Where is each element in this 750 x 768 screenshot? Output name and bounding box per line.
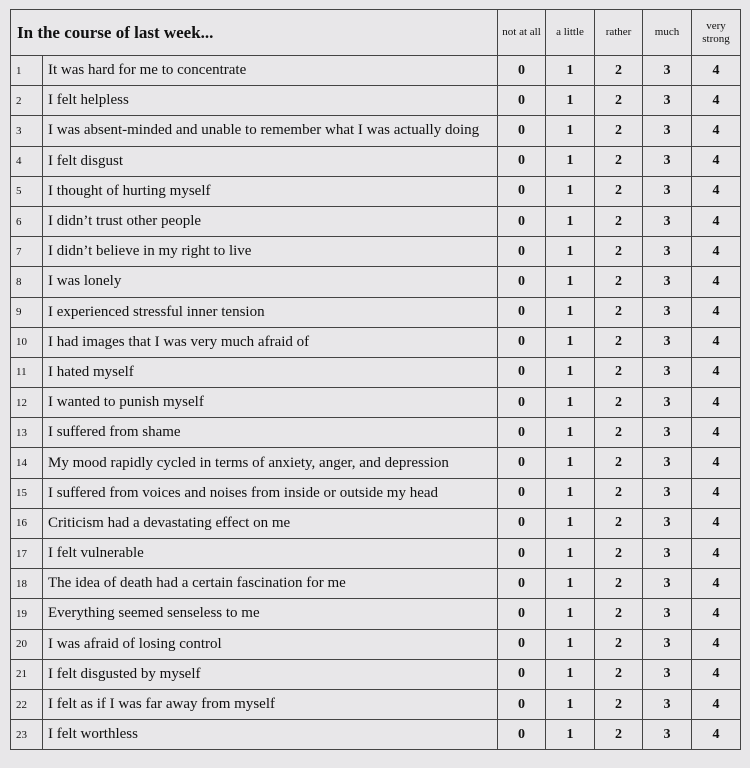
score-option-0[interactable]: 0 <box>498 357 546 387</box>
item-number: 13 <box>11 418 43 448</box>
item-text: I didn’t trust other people <box>43 206 498 236</box>
score-option-4[interactable]: 4 <box>692 508 741 538</box>
score-option-0[interactable]: 0 <box>498 508 546 538</box>
item-text: I felt vulnerable <box>43 539 498 569</box>
table-row <box>11 237 741 267</box>
table-row <box>11 357 741 387</box>
item-number: 2 <box>11 86 43 116</box>
score-option-4[interactable]: 4 <box>692 629 741 659</box>
item-text: I had images that I was very much afraid of <box>43 327 498 357</box>
item-text: I was lonely <box>43 267 498 297</box>
table-row <box>11 116 741 146</box>
item-text: I hated myself <box>43 357 498 387</box>
item-text: I was absent-minded and unable to remember what I was actually doing <box>43 116 498 146</box>
score-option-1[interactable]: 1 <box>546 327 595 357</box>
score-option-3[interactable]: 3 <box>643 720 692 750</box>
score-option-3[interactable]: 3 <box>643 599 692 629</box>
item-number: 9 <box>11 297 43 327</box>
score-option-0[interactable]: 0 <box>498 720 546 750</box>
score-option-2[interactable]: 2 <box>595 327 643 357</box>
table-row <box>11 206 741 236</box>
score-option-1[interactable]: 1 <box>546 599 595 629</box>
score-option-0[interactable]: 0 <box>498 569 546 599</box>
table-row <box>11 297 741 327</box>
score-option-2[interactable]: 2 <box>595 116 643 146</box>
table-row <box>11 86 741 116</box>
score-option-3[interactable]: 3 <box>643 539 692 569</box>
item-number: 20 <box>11 629 43 659</box>
score-option-2[interactable]: 2 <box>595 297 643 327</box>
score-option-3[interactable]: 3 <box>643 478 692 508</box>
score-option-4[interactable]: 4 <box>692 448 741 478</box>
score-option-0[interactable]: 0 <box>498 689 546 719</box>
score-option-1[interactable]: 1 <box>546 539 595 569</box>
scale-header-4: very strong <box>692 10 741 56</box>
score-option-4[interactable]: 4 <box>692 388 741 418</box>
item-number: 22 <box>11 689 43 719</box>
score-option-2[interactable]: 2 <box>595 478 643 508</box>
item-text: I felt disgusted by myself <box>43 659 498 689</box>
item-number: 21 <box>11 659 43 689</box>
score-option-2[interactable]: 2 <box>595 629 643 659</box>
score-option-0[interactable]: 0 <box>498 629 546 659</box>
score-option-0[interactable]: 0 <box>498 176 546 206</box>
scale-header-1: a little <box>546 10 595 56</box>
score-option-2[interactable]: 2 <box>595 237 643 267</box>
score-option-1[interactable]: 1 <box>546 116 595 146</box>
score-option-2[interactable]: 2 <box>595 86 643 116</box>
scale-header-3: much <box>643 10 692 56</box>
item-text: Everything seemed senseless to me <box>43 599 498 629</box>
score-option-2[interactable]: 2 <box>595 176 643 206</box>
score-option-4[interactable]: 4 <box>692 206 741 236</box>
item-number: 8 <box>11 267 43 297</box>
item-text: It was hard for me to concentrate <box>43 56 498 86</box>
score-option-0[interactable]: 0 <box>498 297 546 327</box>
score-option-4[interactable]: 4 <box>692 659 741 689</box>
score-option-1[interactable]: 1 <box>546 418 595 448</box>
item-text: I experienced stressful inner tension <box>43 297 498 327</box>
score-option-2[interactable]: 2 <box>595 508 643 538</box>
score-option-3[interactable]: 3 <box>643 357 692 387</box>
score-option-2[interactable]: 2 <box>595 388 643 418</box>
score-option-0[interactable]: 0 <box>498 327 546 357</box>
item-text: I suffered from voices and noises from inside or outside my head <box>43 478 498 508</box>
item-number: 11 <box>11 357 43 387</box>
score-option-0[interactable]: 0 <box>498 478 546 508</box>
score-option-1[interactable]: 1 <box>546 388 595 418</box>
item-number: 16 <box>11 508 43 538</box>
item-text: I felt as if I was far away from myself <box>43 689 498 719</box>
score-option-2[interactable]: 2 <box>595 357 643 387</box>
score-option-2[interactable]: 2 <box>595 659 643 689</box>
score-option-2[interactable]: 2 <box>595 448 643 478</box>
table-row <box>11 629 741 659</box>
score-option-3[interactable]: 3 <box>643 327 692 357</box>
table-row <box>11 267 741 297</box>
header-row <box>11 10 741 56</box>
score-option-4[interactable]: 4 <box>692 478 741 508</box>
score-option-4[interactable]: 4 <box>692 539 741 569</box>
table-row <box>11 720 741 750</box>
item-text: I thought of hurting myself <box>43 176 498 206</box>
score-option-3[interactable]: 3 <box>643 146 692 176</box>
score-option-1[interactable]: 1 <box>546 478 595 508</box>
score-option-1[interactable]: 1 <box>546 267 595 297</box>
item-text: I was afraid of losing control <box>43 629 498 659</box>
score-option-2[interactable]: 2 <box>595 267 643 297</box>
score-option-3[interactable]: 3 <box>643 56 692 86</box>
score-option-4[interactable]: 4 <box>692 297 741 327</box>
score-option-3[interactable]: 3 <box>643 176 692 206</box>
score-option-2[interactable]: 2 <box>595 689 643 719</box>
questionnaire-table <box>10 9 741 750</box>
table-row <box>11 689 741 719</box>
score-option-0[interactable]: 0 <box>498 448 546 478</box>
score-option-1[interactable]: 1 <box>546 56 595 86</box>
item-number: 17 <box>11 539 43 569</box>
score-option-0[interactable]: 0 <box>498 539 546 569</box>
table-row <box>11 176 741 206</box>
score-option-2[interactable]: 2 <box>595 539 643 569</box>
score-option-3[interactable]: 3 <box>643 267 692 297</box>
item-text: I wanted to punish myself <box>43 388 498 418</box>
score-option-3[interactable]: 3 <box>643 659 692 689</box>
score-option-2[interactable]: 2 <box>595 569 643 599</box>
score-option-4[interactable]: 4 <box>692 720 741 750</box>
score-option-1[interactable]: 1 <box>546 629 595 659</box>
score-option-3[interactable]: 3 <box>643 448 692 478</box>
item-text: I felt worthless <box>43 720 498 750</box>
score-option-0[interactable]: 0 <box>498 659 546 689</box>
score-option-1[interactable]: 1 <box>546 297 595 327</box>
score-option-0[interactable]: 0 <box>498 237 546 267</box>
table-row <box>11 448 741 478</box>
item-number: 23 <box>11 720 43 750</box>
score-option-0[interactable]: 0 <box>498 267 546 297</box>
score-option-2[interactable]: 2 <box>595 418 643 448</box>
score-option-1[interactable]: 1 <box>546 448 595 478</box>
table-row <box>11 659 741 689</box>
table-row <box>11 508 741 538</box>
score-option-4[interactable]: 4 <box>692 146 741 176</box>
score-option-0[interactable]: 0 <box>498 599 546 629</box>
score-option-4[interactable]: 4 <box>692 327 741 357</box>
score-option-3[interactable]: 3 <box>643 418 692 448</box>
item-text: I felt helpless <box>43 86 498 116</box>
item-text: I felt disgust <box>43 146 498 176</box>
item-number: 15 <box>11 478 43 508</box>
item-number: 18 <box>11 569 43 599</box>
score-option-2[interactable]: 2 <box>595 720 643 750</box>
table-row <box>11 56 741 86</box>
scale-header-0: not at all <box>498 10 546 56</box>
item-rows <box>11 56 741 750</box>
item-text: My mood rapidly cycled in terms of anxiety, anger, and depression <box>43 448 498 478</box>
score-option-4[interactable]: 4 <box>692 418 741 448</box>
score-option-3[interactable]: 3 <box>643 508 692 538</box>
score-option-3[interactable]: 3 <box>643 689 692 719</box>
score-option-3[interactable]: 3 <box>643 388 692 418</box>
score-option-4[interactable]: 4 <box>692 569 741 599</box>
item-number: 6 <box>11 206 43 236</box>
item-number: 19 <box>11 599 43 629</box>
item-number: 4 <box>11 146 43 176</box>
score-option-3[interactable]: 3 <box>643 86 692 116</box>
score-option-1[interactable]: 1 <box>546 357 595 387</box>
score-option-0[interactable]: 0 <box>498 116 546 146</box>
score-option-0[interactable]: 0 <box>498 56 546 86</box>
item-text: The idea of death had a certain fascination for me <box>43 569 498 599</box>
score-option-1[interactable]: 1 <box>546 720 595 750</box>
score-option-0[interactable]: 0 <box>498 418 546 448</box>
table-row <box>11 539 741 569</box>
score-option-3[interactable]: 3 <box>643 297 692 327</box>
score-option-4[interactable]: 4 <box>692 267 741 297</box>
table-row <box>11 388 741 418</box>
score-option-4[interactable]: 4 <box>692 176 741 206</box>
score-option-0[interactable]: 0 <box>498 206 546 236</box>
item-number: 5 <box>11 176 43 206</box>
score-option-1[interactable]: 1 <box>546 86 595 116</box>
score-option-0[interactable]: 0 <box>498 146 546 176</box>
questionnaire-title: In the course of last week... <box>11 10 498 56</box>
item-number: 7 <box>11 237 43 267</box>
score-option-3[interactable]: 3 <box>643 116 692 146</box>
score-option-2[interactable]: 2 <box>595 146 643 176</box>
score-option-1[interactable]: 1 <box>546 176 595 206</box>
score-option-4[interactable]: 4 <box>692 56 741 86</box>
score-option-4[interactable]: 4 <box>692 86 741 116</box>
score-option-0[interactable]: 0 <box>498 388 546 418</box>
table-row <box>11 478 741 508</box>
score-option-4[interactable]: 4 <box>692 116 741 146</box>
item-number: 3 <box>11 116 43 146</box>
score-option-1[interactable]: 1 <box>546 569 595 599</box>
item-text: I didn’t believe in my right to live <box>43 237 498 267</box>
score-option-3[interactable]: 3 <box>643 569 692 599</box>
score-option-4[interactable]: 4 <box>692 357 741 387</box>
table-row <box>11 569 741 599</box>
score-option-2[interactable]: 2 <box>595 56 643 86</box>
score-option-1[interactable]: 1 <box>546 508 595 538</box>
table-row <box>11 418 741 448</box>
item-number: 1 <box>11 56 43 86</box>
item-number: 10 <box>11 327 43 357</box>
item-text: I suffered from shame <box>43 418 498 448</box>
score-option-1[interactable]: 1 <box>546 659 595 689</box>
score-option-4[interactable]: 4 <box>692 599 741 629</box>
score-option-3[interactable]: 3 <box>643 206 692 236</box>
score-option-3[interactable]: 3 <box>643 629 692 659</box>
table-row <box>11 327 741 357</box>
table-row <box>11 599 741 629</box>
item-number: 12 <box>11 388 43 418</box>
score-option-1[interactable]: 1 <box>546 689 595 719</box>
score-option-1[interactable]: 1 <box>546 237 595 267</box>
score-option-1[interactable]: 1 <box>546 206 595 236</box>
item-number: 14 <box>11 448 43 478</box>
score-option-2[interactable]: 2 <box>595 599 643 629</box>
score-option-0[interactable]: 0 <box>498 86 546 116</box>
score-option-2[interactable]: 2 <box>595 206 643 236</box>
score-option-4[interactable]: 4 <box>692 689 741 719</box>
score-option-1[interactable]: 1 <box>546 146 595 176</box>
scale-header-2: rather <box>595 10 643 56</box>
item-text: Criticism had a devastating effect on me <box>43 508 498 538</box>
score-option-4[interactable]: 4 <box>692 237 741 267</box>
score-option-3[interactable]: 3 <box>643 237 692 267</box>
table-row <box>11 146 741 176</box>
